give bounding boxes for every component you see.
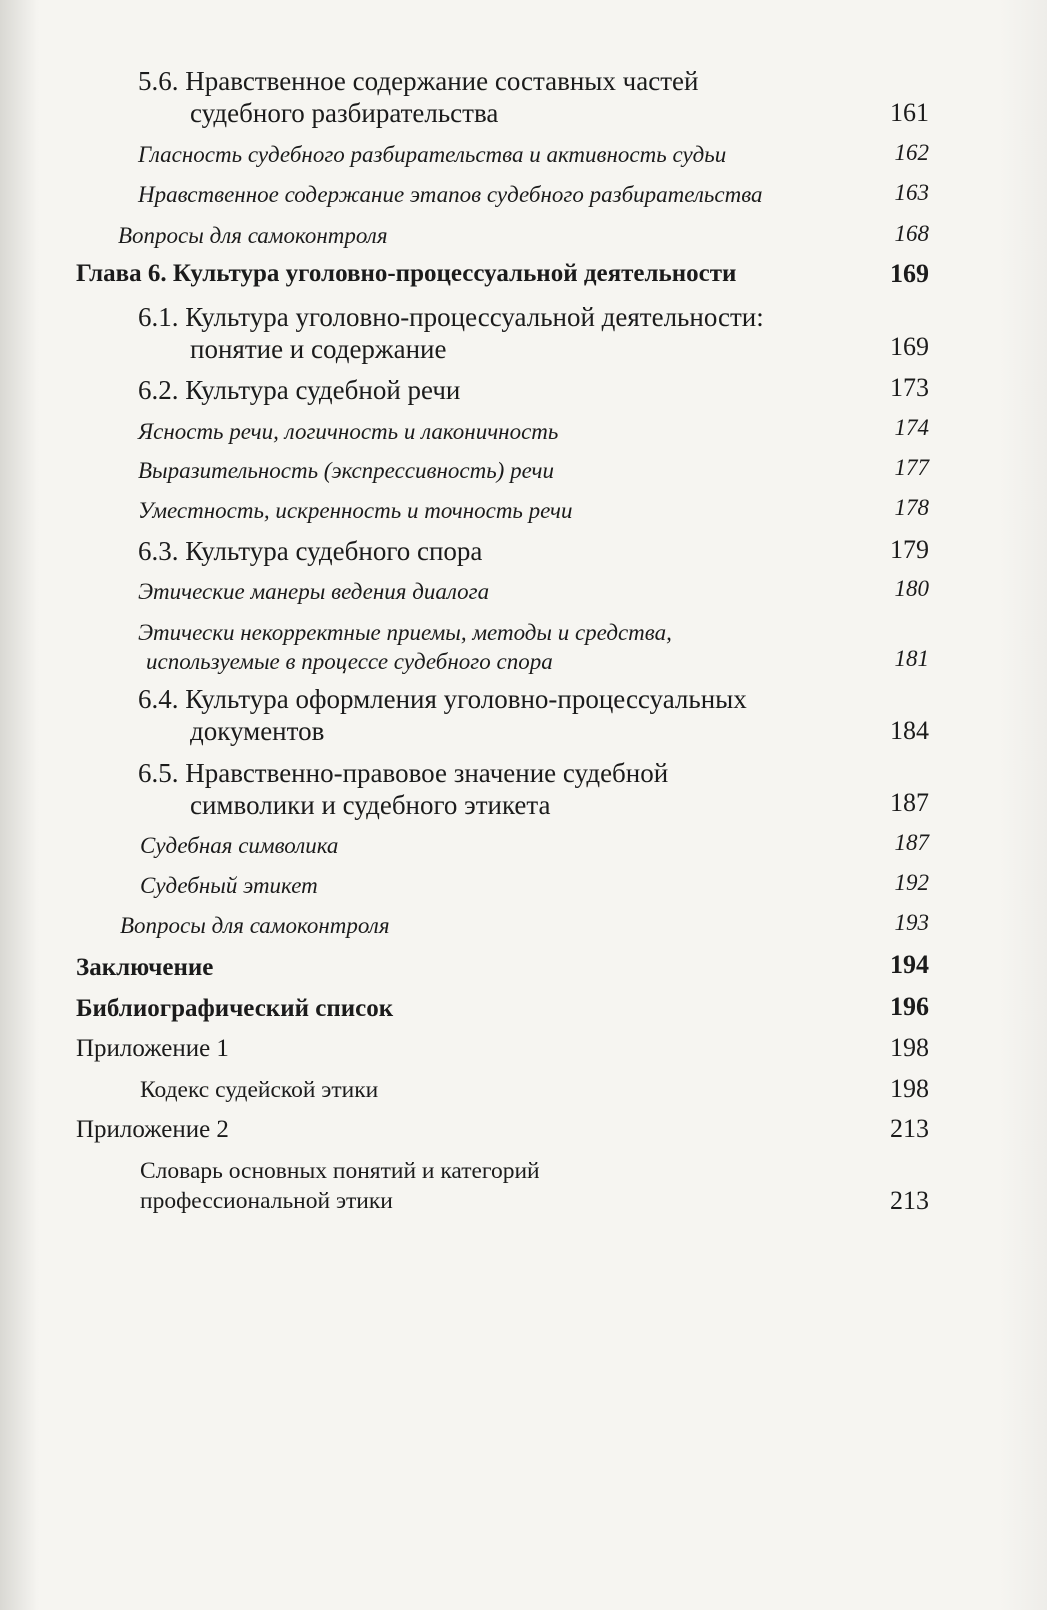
toc-page-number: 161 [890, 98, 929, 127]
toc-line: понятие и содержание [190, 334, 447, 364]
toc-line: Судебная символика [140, 833, 339, 858]
toc-line: Заключение [76, 954, 214, 981]
toc-line: символики и судебного этикета [190, 790, 551, 820]
toc-page-number: 196 [890, 992, 929, 1021]
toc-page-number: 194 [890, 950, 929, 979]
toc-page-number: 181 [894, 646, 929, 671]
toc-line: Библиографический список [76, 995, 394, 1022]
toc-page-number: 177 [894, 455, 929, 480]
toc-line: 6.5. Нравственно-правовое значение судебной [138, 758, 669, 788]
toc-line: Гласность судебного разбирательства и активность судьи [138, 142, 727, 167]
toc-line: Уместность, искренность и точность речи [138, 498, 573, 523]
toc-page-number: 162 [894, 140, 929, 165]
toc-page-number: 187 [894, 830, 929, 855]
toc-page-number: 192 [894, 870, 929, 895]
toc-line: Вопросы для самоконтроля [118, 223, 388, 248]
toc-line: Этические манеры ведения диалога [138, 579, 490, 604]
toc-page-number: 180 [894, 576, 929, 601]
toc-line: документов [190, 716, 325, 746]
toc-line: 6.4. Культура оформления уголовно-процессуальных [138, 684, 747, 714]
toc-line: Ясность речи, логичность и лаконичность [138, 419, 559, 444]
toc-page-number: 169 [890, 332, 929, 361]
toc-line: Нравственное содержание этапов судебного разбирательства [138, 182, 763, 207]
toc-page-number: 187 [890, 788, 929, 817]
toc-page-number: 193 [894, 910, 929, 935]
toc-line: Судебный этикет [140, 873, 318, 898]
toc-line: 6.3. Культура судебного спора [138, 536, 483, 566]
toc-line: 6.2. Культура судебной речи [138, 375, 461, 405]
toc-page-number: 174 [894, 415, 929, 440]
toc-line: Кодекс судейской этики [140, 1077, 379, 1103]
toc-page-number: 168 [894, 221, 929, 246]
toc-line: 6.1. Культура уголовно-процессуальной деятельности: [138, 302, 764, 332]
page-gutter-shadow [0, 0, 36, 1610]
toc-page-number: 198 [890, 1074, 929, 1103]
toc-page-number: 178 [894, 495, 929, 520]
toc-page-number: 184 [890, 716, 929, 745]
toc-line: Этически некорректные приемы, методы и средства, [138, 620, 672, 645]
toc-line: Приложение 1 [76, 1035, 229, 1062]
toc-page-number: 198 [890, 1033, 929, 1062]
toc-page-number: 163 [894, 180, 929, 205]
toc-page-number: 213 [890, 1186, 929, 1215]
toc-line: Словарь основных понятий и категорий [140, 1158, 540, 1184]
toc-line: Вопросы для самоконтроля [120, 913, 390, 938]
toc-line: Приложение 2 [76, 1116, 229, 1143]
toc-line: судебного разбирательства [190, 98, 499, 128]
toc-page-number: 179 [890, 535, 929, 564]
toc-page-number: 213 [890, 1114, 929, 1143]
toc-line: используемые в процессе судебного спора [146, 649, 553, 674]
toc-line: профессиональной этики [140, 1188, 393, 1214]
toc-page-number: 169 [890, 259, 929, 288]
toc-line: 5.6. Нравственное содержание составных частей [138, 66, 699, 96]
toc-line: Выразительность (экспрессивность) речи [138, 458, 554, 483]
toc-page-number: 173 [890, 373, 929, 402]
toc-line: Глава 6. Культура уголовно-процессуальной деятельности [76, 260, 737, 287]
